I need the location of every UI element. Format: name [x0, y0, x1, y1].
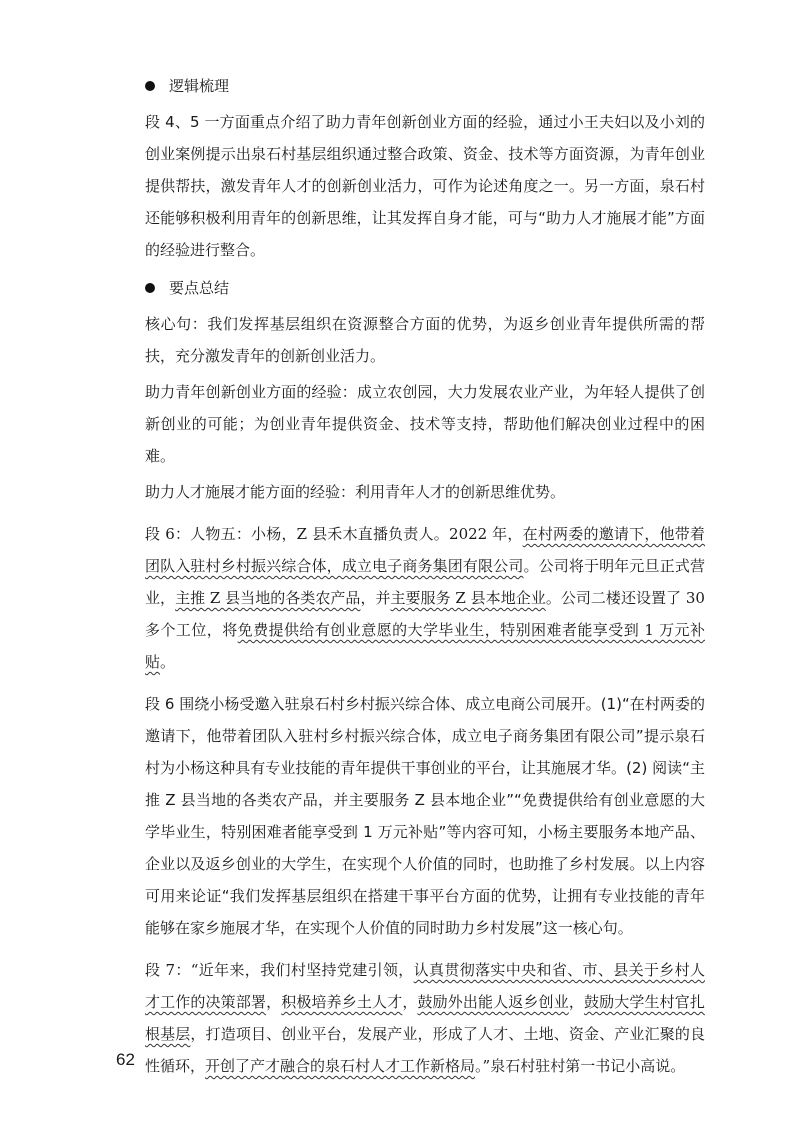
bullet-icon	[145, 81, 155, 91]
heading-text: 逻辑梳理	[169, 77, 230, 95]
text-run: 。公司将于明年元旦正式营业，	[145, 557, 705, 607]
analysis-paragraph-6: 段 6 围绕小杨受邀入驻泉石村乡村振兴综合体、成立电商公司展开。(1)“在村两委的邀请下，他带着团队入驻村乡村振兴综合体，成立电子商务集团有限公司”提示泉石村为小杨这种具有专业技能的青年提供干事创业的平台，让其施展才华。(2) 阅读“主推 Z 县当地的各类农产品，并主要服务 Z 县本地企业”“免费提供给有创业意愿的大学毕业生，特别困难者能享受到 1 万元补贴”等内容可知，小杨主要服务本地产品、企业以及返乡创业的大学生，在实现个人价值的同时，也助推了乡村发展。以上内容可用来论证“我们发挥基层组织在搭建干事平台方面的优势，让拥有专业技能的青年能够在家乡施展才华，在实现个人价值的同时助力乡村发展”这一核心句。	[145, 695, 705, 937]
underlined-text: 认真贯彻落实中央和省、市、县关于乡村人才工作的决策部署	[145, 961, 705, 1011]
section-heading-logic	[145, 70, 705, 102]
heading-text: 要点总结	[169, 279, 230, 297]
text-run: ，并	[360, 589, 391, 607]
source-paragraph-7	[145, 954, 705, 1082]
bullet-icon	[145, 283, 155, 293]
source-paragraph-6	[145, 518, 705, 678]
experience-paragraph-2: 助力人才施展才能方面的经验：利用青年人才的创新思维优势。	[145, 483, 566, 501]
text-run: ，	[266, 993, 282, 1011]
text-run: 段 6：人物五：小杨，Z 县禾木直播负责人。2022 年，	[145, 525, 523, 543]
underlined-text: 鼓励大学生村官扎根基层	[145, 993, 705, 1043]
text-run: 。公司二楼还设置了 30 多个工位，将	[145, 589, 705, 639]
underlined-text: 鼓励外出能人返乡创业	[417, 993, 569, 1011]
page-content	[145, 64, 705, 1082]
underlined-text: 主要服务 Z 县本地企业	[390, 589, 546, 607]
underlined-text: 开创了产才融合的泉石村人才工作新格局	[205, 1057, 476, 1075]
page-number: 62	[116, 1050, 135, 1069]
logic-paragraph: 段 4、5 一方面重点介绍了助力青年创新创业方面的经验，通过小王夫妇以及小刘的创业案例提示出泉石村基层组织通过整合政策、资金、技术等方面资源，为青年创业提供帮扶，激发青年人才的创新创业活力，可作为论述角度之一。另一方面，泉石村还能够积极利用青年的创新思维，让其发挥自身才能，可与“助力人才施展才能”方面的经验进行整合。	[145, 113, 705, 259]
text-run: 。	[160, 653, 176, 671]
core-sentence: 核心句：我们发挥基层组织在资源整合方面的优势，为返乡创业青年提供所需的帮扶，充分激发青年的创新创业活力。	[145, 315, 705, 365]
text-run: ，	[402, 993, 418, 1011]
text-run: ，	[568, 993, 584, 1011]
text-run: ，打造项目、创业平台，发展产业，形成了人才、土地、资金、产业汇聚的良性循环，	[145, 1025, 705, 1075]
underlined-text: 主推 Z 县当地的各类农产品	[175, 589, 361, 607]
experience-paragraph-1: 助力青年创新创业方面的经验：成立农创园，大力发展农业产业，为年轻人提供了创新创业的可能；为创业青年提供资金、技术等支持，帮助他们解决创业过程中的困难。	[145, 383, 705, 465]
underlined-text: 免费提供给有创业意愿的大学毕业生，特别困难者能享受到 1 万元补贴	[145, 621, 705, 671]
underlined-text: 在村两委的邀请下，他带着团队入驻村乡村振兴综合体，成立电子商务集团有限公司	[145, 525, 705, 575]
underlined-text: 积极培养乡土人才	[281, 993, 403, 1011]
text-run: 段 7：“近年来，我们村坚持党建引领，	[145, 961, 414, 979]
section-heading-summary	[145, 272, 705, 304]
text-run: 。”泉石村驻村第一书记小高说。	[475, 1057, 686, 1075]
